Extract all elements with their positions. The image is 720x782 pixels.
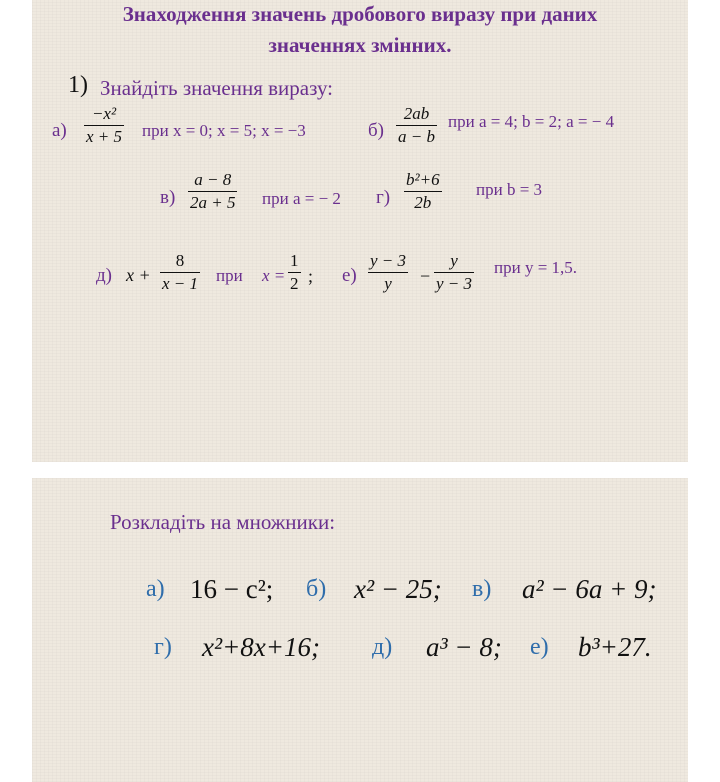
slide-title-line2: значеннях змінних. [268, 33, 452, 57]
item-e-denominator-2: y − 3 [436, 274, 473, 294]
item-e-numerator-2: y [450, 251, 458, 270]
item-a-denominator: x + 5 [86, 127, 123, 147]
factor-g-expr: x²+8x+16; [202, 632, 320, 662]
item-g-numerator: b²+6 [406, 170, 440, 189]
task-number: 1) [68, 72, 88, 98]
factor-a-label: а) [146, 576, 165, 602]
factor-v-label: в) [472, 576, 492, 602]
item-g-label: г) [376, 187, 391, 208]
item-e-minus: − [420, 266, 431, 286]
factorize-heading: Розкладіть на множники: [110, 510, 336, 534]
item-g-fraction [404, 169, 442, 214]
item-b-fraction [396, 103, 437, 148]
item-d-condition-denominator: 2 [290, 274, 299, 294]
item-e-condition: при y = 1,5. [494, 258, 578, 277]
factor-e-expr: b³+27. [578, 632, 652, 662]
item-a-numerator: −x² [91, 104, 117, 123]
item-a-label: а) [52, 120, 67, 141]
item-e-numerator-1: y − 3 [370, 251, 407, 270]
item-d-condition-var: x = [262, 266, 286, 285]
item-d-denominator: x − 1 [162, 274, 199, 294]
item-a-fraction [84, 103, 124, 148]
item-d-condition-numerator: 1 [290, 251, 299, 270]
item-v-numerator: a − 8 [194, 170, 232, 189]
factor-a-expr: 16 − c²; [190, 574, 274, 604]
item-d-fraction [160, 250, 200, 295]
item-d-numerator: 8 [175, 251, 185, 270]
item-b-numerator: 2ab [403, 104, 430, 123]
factor-g-label: г) [154, 634, 172, 660]
item-d-condition-word: при [216, 266, 243, 285]
item-d-condition-fraction [288, 250, 301, 295]
item-d-label: д) [96, 265, 112, 286]
item-b-condition: при a = 4; b = 2; a = − 4 [448, 112, 615, 131]
item-a-condition: при x = 0; x = 5; x = −3 [142, 121, 306, 140]
slide-title-line1: Знаходження значень дробового виразу при даних [122, 2, 598, 26]
slide-fraction-values [32, 0, 688, 462]
item-v-denominator: 2a + 5 [190, 193, 236, 213]
item-b-denominator: a − b [398, 127, 435, 147]
item-e-fraction-2 [434, 250, 474, 295]
item-e-label: е) [342, 265, 357, 286]
item-e-fraction-1 [368, 250, 408, 295]
factor-b-expr: x² − 25; [354, 574, 442, 604]
factor-b-label: б) [306, 576, 327, 602]
item-v-fraction [188, 169, 237, 214]
item-e-denominator-1: y [384, 274, 392, 294]
factor-d-expr: a³ − 8; [426, 632, 502, 662]
factor-v-expr: a² − 6a + 9; [522, 574, 657, 604]
item-v-condition: при a = − 2 [262, 189, 341, 208]
factor-d-label: д) [372, 634, 393, 660]
task-heading: Знайдіть значення виразу: [100, 76, 334, 100]
item-g-denominator: 2b [414, 193, 432, 213]
item-d-condition-end: ; [308, 266, 314, 286]
item-d-prefix: x + [126, 265, 151, 285]
item-g-condition: при b = 3 [476, 180, 543, 199]
item-b-label: б) [368, 120, 384, 141]
item-v-label: в) [160, 187, 176, 208]
slide-factorize [32, 478, 688, 782]
factor-e-label: е) [530, 634, 549, 660]
